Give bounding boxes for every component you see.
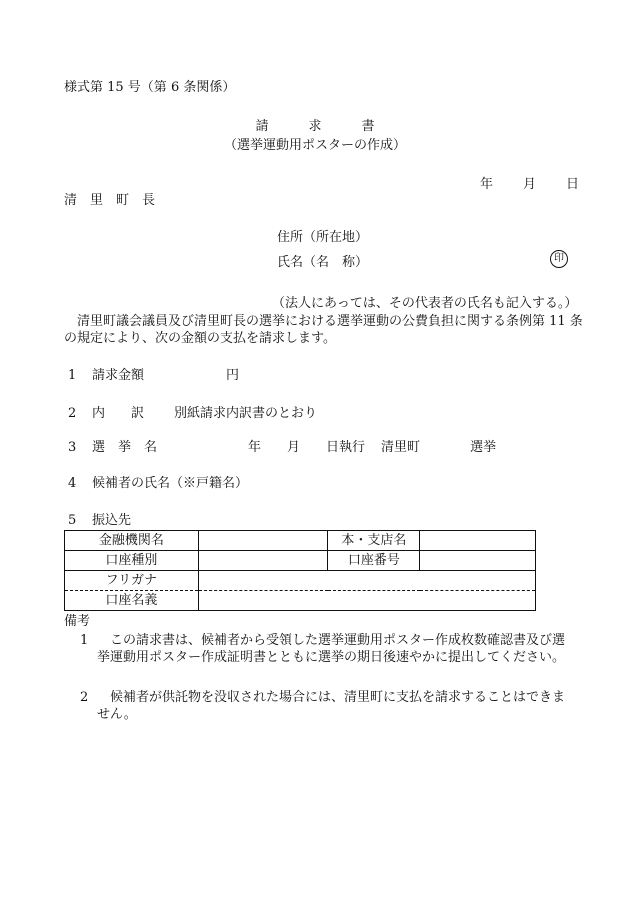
item-value: 別紙請求内訳書のとおり bbox=[174, 406, 318, 421]
election-day-exec: 日執行 bbox=[326, 440, 366, 455]
seal-mark: 印 bbox=[550, 250, 568, 268]
item-number: 2 bbox=[68, 406, 77, 421]
branch-name-header: 本・支店名 bbox=[328, 531, 420, 551]
item-label: 候補者の氏名（※戸籍名） bbox=[92, 476, 249, 491]
election-type: 選挙 bbox=[470, 440, 497, 455]
item-breakdown bbox=[68, 406, 317, 422]
date-line bbox=[480, 177, 579, 193]
remark-text: この請求書は、候補者から受領した選挙運動用ポスター作成枚数確認書及び選挙運動用ポスター作成証明書とともに選挙の期日後速やかに提出してください。 bbox=[97, 633, 566, 665]
item-number: 3 bbox=[68, 440, 77, 455]
title-char-2: 求 bbox=[308, 119, 322, 134]
account-number-header: 口座番号 bbox=[328, 551, 420, 571]
name-label: 氏名（名 称） bbox=[277, 255, 369, 270]
date-year: 年 bbox=[480, 177, 494, 192]
item-election-name bbox=[68, 440, 496, 456]
item-candidate-name bbox=[68, 476, 248, 492]
item-request-amount bbox=[68, 368, 239, 384]
table-row bbox=[65, 531, 536, 551]
title-char-3: 書 bbox=[361, 119, 375, 134]
election-year: 年 bbox=[248, 440, 262, 455]
addressee-char: 長 bbox=[142, 193, 156, 208]
item-number: 5 bbox=[68, 513, 77, 528]
item-label: 内 訳 bbox=[92, 406, 145, 421]
remark-number: 2 bbox=[80, 690, 89, 705]
addressee-char: 里 bbox=[90, 193, 104, 208]
remark-item bbox=[80, 689, 567, 723]
remark-item bbox=[80, 632, 567, 666]
item-number: 4 bbox=[68, 476, 77, 491]
furigana-header: フリガナ bbox=[65, 571, 199, 591]
election-month: 月 bbox=[287, 440, 301, 455]
remark-text: 候補者が供託物を没収された場合には、清里町に支払を請求することはできません。 bbox=[97, 690, 566, 722]
item-number: 1 bbox=[68, 368, 77, 383]
corporate-note: （法人にあっては、その代表者の氏名も記入する。） bbox=[272, 296, 578, 311]
addressee bbox=[64, 193, 155, 209]
branch-name-cell[interactable] bbox=[420, 531, 536, 551]
addressee-char: 清 bbox=[64, 193, 78, 208]
election-town: 清里町 bbox=[381, 440, 421, 455]
account-holder-header: 口座名義 bbox=[65, 591, 199, 611]
account-type-header: 口座種別 bbox=[65, 551, 199, 571]
account-holder-cell[interactable] bbox=[198, 591, 535, 611]
remark-number: 1 bbox=[80, 633, 89, 648]
table-row bbox=[65, 571, 536, 591]
bank-name-cell[interactable] bbox=[198, 531, 328, 551]
document-subtitle: （選挙運動用ポスターの作成） bbox=[223, 138, 406, 153]
item-label: 請求金額 bbox=[92, 368, 145, 383]
amount-unit: 円 bbox=[226, 368, 240, 383]
request-body-text: 清里町議会議員及び清里町長の選挙における選挙運動の公費負担に関する条例第 11 条の規定により、次の金額の支払を請求します。 bbox=[64, 314, 583, 346]
title-char-1: 請 bbox=[255, 119, 269, 134]
document-title bbox=[0, 119, 630, 135]
date-month: 月 bbox=[523, 177, 537, 192]
account-number-cell[interactable] bbox=[420, 551, 536, 571]
bank-name-header: 金融機関名 bbox=[65, 531, 199, 551]
date-day: 日 bbox=[566, 177, 580, 192]
address-label: 住所（所在地） bbox=[277, 230, 369, 245]
remarks-heading: 備考 bbox=[64, 614, 91, 629]
item-label: 振込先 bbox=[92, 513, 132, 528]
item-label: 選 挙 名 bbox=[92, 440, 158, 455]
account-type-cell[interactable] bbox=[198, 551, 328, 571]
furigana-cell[interactable] bbox=[198, 571, 535, 591]
table-row bbox=[65, 551, 536, 571]
addressee-char: 町 bbox=[116, 193, 130, 208]
bank-account-table bbox=[64, 530, 536, 611]
item-transfer-destination bbox=[68, 513, 131, 529]
table-row bbox=[65, 591, 536, 611]
form-number: 様式第 15 号（第 6 条関係） bbox=[64, 80, 236, 95]
